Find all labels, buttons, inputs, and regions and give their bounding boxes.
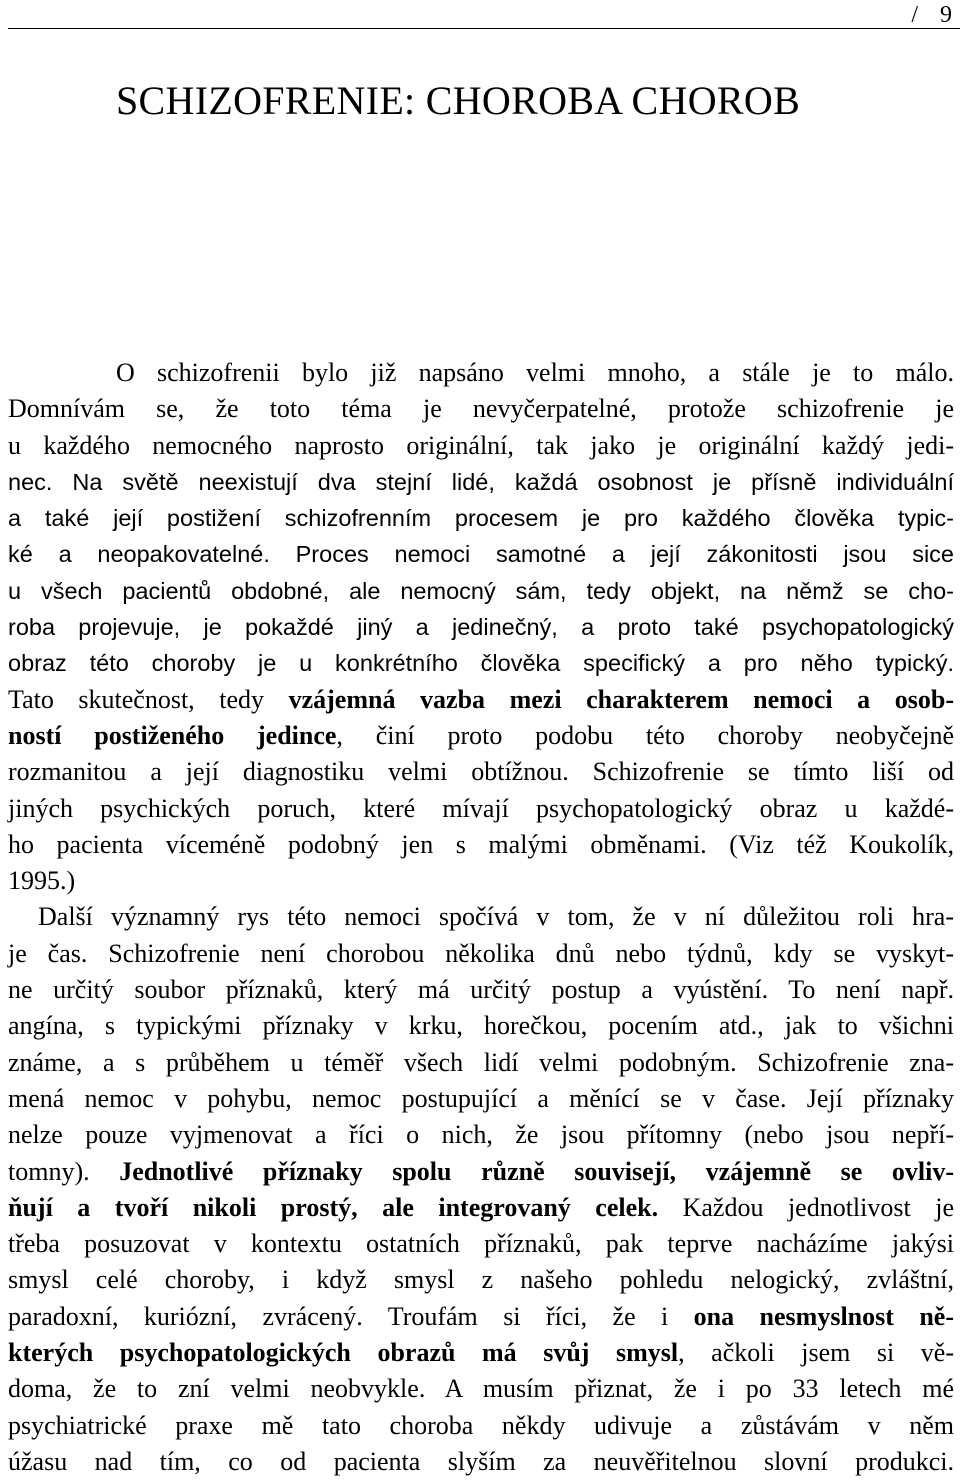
text-segment: nec. Na světě neexistují dva stejní lidé, každá osobnost je přísně individuální [8, 468, 954, 495]
text-segment: je čas. Schizofrenie není chorobou několika dnů nebo týdnů, kdy se vyskyt- [8, 938, 954, 968]
bold-text: Jednotlivé příznaky spolu různě souvisejí, vzájemně se ovliv- [119, 1156, 955, 1186]
text-segment: , činí proto podobu této choroby neobyčejně [336, 720, 954, 750]
text-segment: Každou jednotlivost je [658, 1192, 954, 1222]
text-segment: u všech pacientů obdobné, ale nemocný sám, tedy objekt, na němž se cho- [8, 577, 954, 604]
text-line [8, 682, 954, 718]
text-segment: doma, že to zní velmi neobvykle. A musím přiznat, že i po 33 letech mé [8, 1374, 954, 1404]
text-segment: úžasu nad tím, co od pacienta slyším za neuvěřitelnou slovní produkci. [8, 1446, 954, 1476]
text-segment: a také její postižení schizofrenním procesem je pro každého člověka typic- [8, 505, 954, 532]
text-segment: mená nemoc v pohybu, nemoc postupující a měnící se v čase. Její příznaky [8, 1083, 954, 1113]
bold-text: ona nesmyslnost ně- [693, 1301, 954, 1331]
text-segment: rozmanitou a její diagnostiku velmi obtížnou. Schizofrenie se tímto liší od [8, 757, 954, 787]
text-segment: O schizofrenii bylo již napsáno velmi mnoho, a stále je to málo. [116, 358, 954, 387]
header-rule [8, 28, 960, 29]
text-line [8, 1190, 954, 1226]
text-segment: angína, s typickými příznaky v krku, horečkou, pocením atd., jak to všichni [8, 1011, 954, 1041]
text-segment: 1995.) [8, 866, 76, 896]
text-segment: tomny). [8, 1156, 120, 1186]
text-line [8, 936, 954, 972]
text-line [8, 1008, 954, 1044]
text-line [8, 645, 954, 681]
text-line [8, 1262, 954, 1298]
bold-text: ností postiženého jedince [8, 720, 337, 750]
text-line [8, 972, 954, 1008]
text-line [8, 1117, 954, 1153]
text-segment: obraz této choroby je u konkrétního člověka specifický a pro něho typický. [8, 650, 954, 677]
bold-text: vzájemná vazba mezi charakterem nemoci a osob- [288, 684, 954, 714]
text-line [8, 609, 954, 645]
text-line [8, 1408, 954, 1444]
text-line [8, 536, 954, 572]
text-segment: roba projevuje, je pokaždé jiný a jedinečný, a proto také psychopatologický [8, 614, 954, 641]
text-segment: nelze pouze vyjmenovat a říci o nich, že jsou přítomny (nebo jsou nepří- [8, 1120, 954, 1150]
text-segment: , ačkoli jsem si vě- [678, 1338, 954, 1368]
page-number: 9 [940, 2, 952, 28]
text-line [8, 500, 954, 536]
text-segment: psychiatrické praxe mě tato choroba někdy udivuje a zůstávám v něm [8, 1410, 954, 1440]
text-segment: Domnívám se, že toto téma je nevyčerpatelné, protože schizofrenie je [8, 394, 954, 424]
text-segment: třeba posuzovat v kontextu ostatních příznaků, pak teprve nacházíme jakýsi [8, 1229, 954, 1259]
text-line [8, 355, 954, 391]
text-segment: u každého nemocného naprosto originální, tak jako je originální každý jedi- [8, 430, 954, 460]
body-text [8, 355, 954, 1480]
text-line [8, 1335, 954, 1371]
text-segment: jiných psychických poruch, které mívají psychopatologický obraz u každé- [8, 793, 954, 823]
text-line [8, 791, 954, 827]
text-line [8, 1226, 954, 1262]
text-segment: známe, a s průběhem u téměř všech lidí velmi podobným. Schizofrenie zna- [8, 1047, 954, 1077]
text-segment: ké a neopakovatelné. Proces nemoci samotné a její zákonitosti jsou sice [8, 541, 954, 568]
bold-text: kterých psychopatologických obrazů má svůj smysl [8, 1338, 679, 1368]
text-segment: paradoxní, kuriózní, zvrácený. Troufám si říci, že i [8, 1301, 694, 1331]
text-line [8, 863, 954, 899]
text-line [8, 1045, 954, 1081]
text-line [8, 1299, 954, 1335]
text-line [8, 1154, 954, 1190]
bold-text: ňují a tvoří nikoli prostý, ale integrovaný celek. [8, 1192, 659, 1222]
text-segment: Tato skutečnost, tedy [8, 684, 289, 714]
text-line [8, 1444, 954, 1480]
text-line [8, 573, 954, 609]
text-line [8, 428, 954, 464]
text-segment: ne určitý soubor příznaků, který má určitý postup a vyústění. To není např. [8, 975, 954, 1005]
text-line [8, 1371, 954, 1407]
text-segment: Další významný rys této nemoci spočívá v tom, že v ní důležitou roli hra- [38, 902, 954, 932]
chapter-title: SCHIZOFRENIE: CHOROBA CHOROB [116, 78, 801, 123]
text-line [8, 827, 954, 863]
text-line [8, 718, 954, 754]
text-segment: ho pacienta víceméně podobný jen s malými obměnami. (Viz též Koukolík, [8, 829, 954, 859]
page-header [911, 0, 952, 30]
text-line [8, 754, 954, 790]
text-line [8, 1081, 954, 1117]
header-slash: / [911, 2, 918, 28]
text-line [8, 391, 954, 427]
text-line [8, 899, 954, 935]
text-line [8, 464, 954, 500]
text-segment: smysl celé choroby, i když smysl z našeho pohledu nelogický, zvláštní, [8, 1265, 954, 1295]
